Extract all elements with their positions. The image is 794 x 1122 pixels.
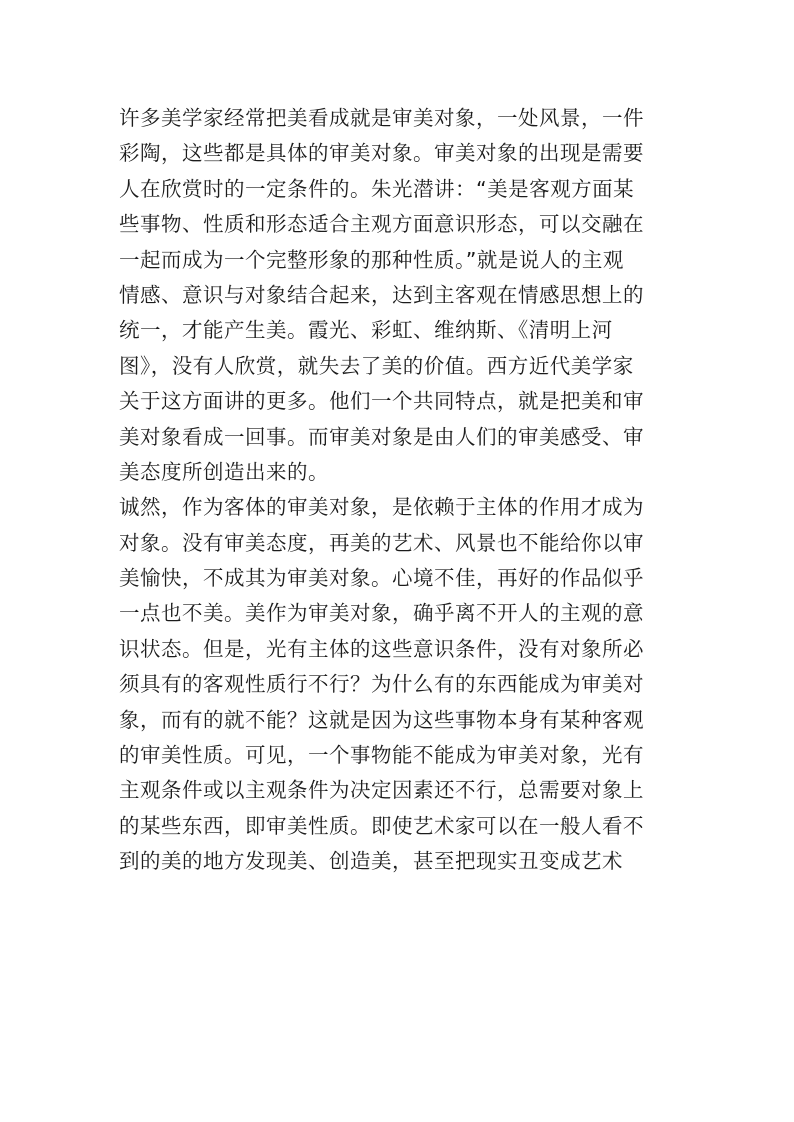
text-line: 须具有的客观性质行不行？为什么有的东西能成为审美对 [119, 672, 644, 697]
text-line: 一起而成为一个完整形象的那种性质。”就是说人的主观 [119, 247, 624, 272]
text-line: 人在欣赏时的一定条件的。朱光潜讲：“美是客观方面某 [119, 176, 635, 201]
text-line: 许多美学家经常把美看成就是审美对象，一处风景，一件 [119, 106, 644, 130]
text-line: 美对象看成一回事。而审美对象是由人们的审美感受、审 [119, 424, 644, 449]
text-line: 一点也不美。美作为审美对象，确乎离不开人的主观的意 [119, 601, 644, 626]
text-line: 对象。没有审美态度，再美的艺术、风景也不能给你以审 [119, 530, 644, 555]
body-text [119, 101, 679, 880]
text-line: 识状态。但是，光有主体的这些意识条件，没有对象所必 [119, 636, 644, 661]
text-line: 的某些东西，即审美性质。即使艺术家可以在一般人看不 [119, 813, 644, 838]
text-line: 主观条件或以主观条件为决定因素还不行，总需要对象上 [119, 778, 644, 803]
text-line: 诚然，作为客体的审美对象，是依赖于主体的作用才成为 [119, 495, 644, 520]
text-line: 图》，没有人欣赏，就失去了美的价值。西方近代美学家 [119, 353, 634, 378]
text-line: 到的美的地方发现美、创造美，甚至把现实丑变成艺术 [119, 849, 623, 874]
text-line: 美态度所创造出来的。 [119, 459, 329, 484]
text-line: 美愉快，不成其为审美对象。心境不佳，再好的作品似乎 [119, 566, 644, 591]
text-line: 统一，才能产生美。霞光、彩虹、维纳斯、《清明上河 [119, 318, 613, 343]
text-line: 的审美性质。可见，一个事物能不能成为审美对象，光有 [119, 743, 644, 768]
text-line: 情感、意识与对象结合起来，达到主客观在情感思想上的 [119, 282, 644, 307]
text-line: 彩陶，这些都是具体的审美对象。审美对象的出现是需要 [119, 141, 644, 166]
text-line: 象，而有的就不能？这就是因为这些事物本身有某种客观 [119, 707, 644, 732]
text-line: 关于这方面讲的更多。他们一个共同特点，就是把美和审 [119, 389, 644, 414]
text-line: 些事物、性质和形态适合主观方面意识形态，可以交融在 [119, 212, 644, 237]
